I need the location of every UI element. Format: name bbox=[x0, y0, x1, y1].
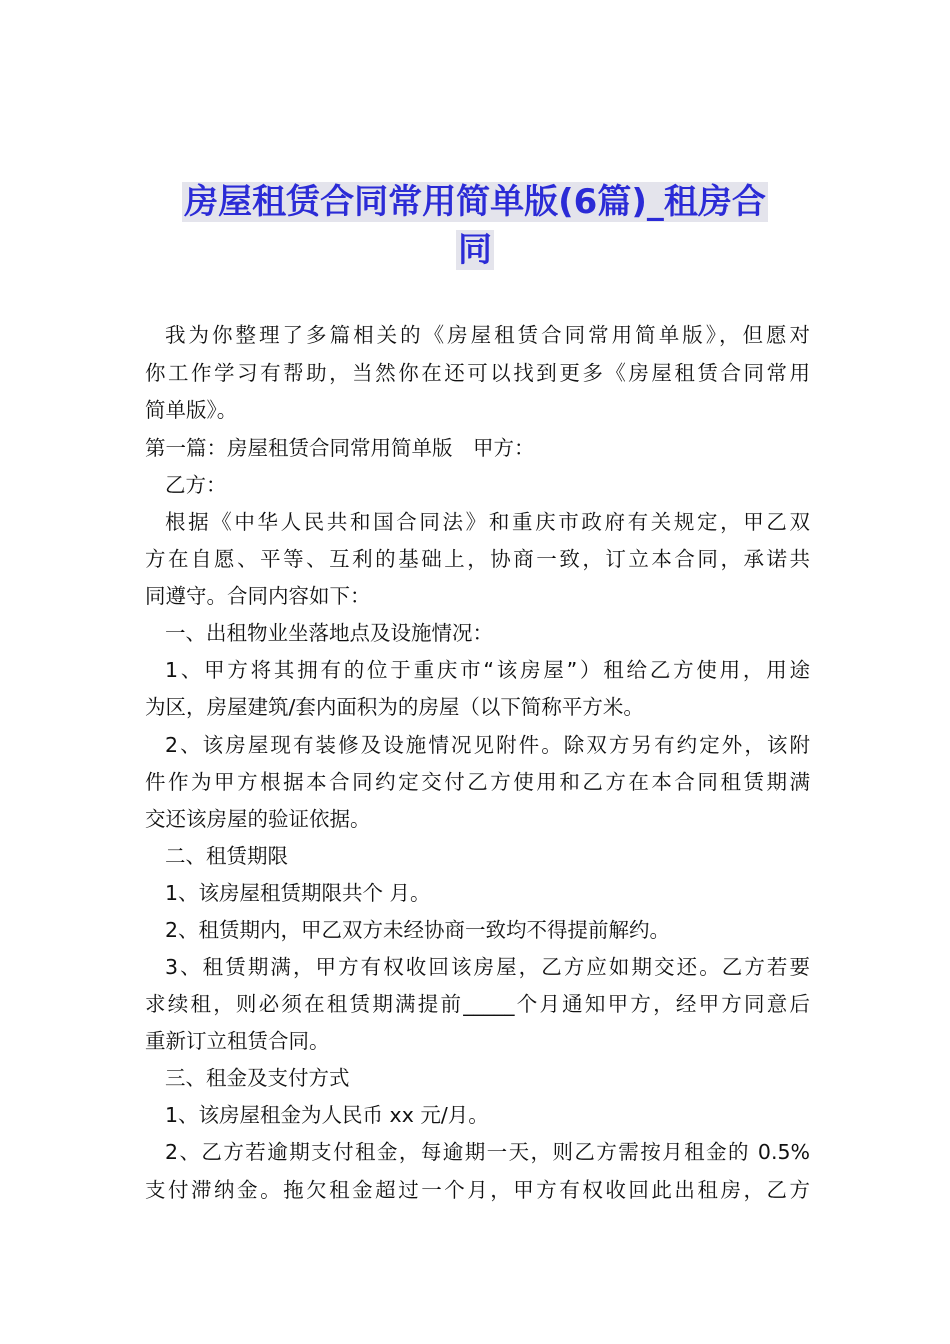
body-line: 方在自愿、平等、互利的基础上，协商一致，订立本合同，承诺共 bbox=[145, 547, 810, 571]
body-line: 乙方： bbox=[165, 473, 227, 497]
clause-heading: 三、租金及支付方式 bbox=[165, 1066, 350, 1090]
document-title: 房屋租赁合同常用简单版(6篇)_租房合 bbox=[184, 182, 766, 222]
body-line: 同遵守。合同内容如下： bbox=[145, 584, 371, 608]
body-line: 我为你整理了多篇相关的《房屋租赁合同常用简单版》，但愿对 bbox=[165, 323, 810, 347]
body-line: 件作为甲方根据本合同约定交付乙方使用和乙方在本合同租赁期满 bbox=[145, 770, 810, 794]
clause-heading: 二、租赁期限 bbox=[165, 844, 288, 868]
body-line: 2、乙方若逾期支付租金，每逾期一天，则乙方需按月租金的 0.5% bbox=[165, 1140, 810, 1164]
section-heading: 第一篇：房屋租赁合同常用简单版 甲方： bbox=[145, 436, 535, 460]
body-line: 1、该房屋租赁期限共个 月。 bbox=[165, 881, 431, 905]
body-line: 1、该房屋租金为人民币 xx 元/月。 bbox=[165, 1103, 489, 1127]
body-line: 支付滞纳金。拖欠租金超过一个月，甲方有权收回此出租房，乙方 bbox=[145, 1178, 810, 1202]
body-line: 2、租赁期内，甲乙双方未经协商一致均不得提前解约。 bbox=[165, 918, 671, 942]
body-line: 根据《中华人民共和国合同法》和重庆市政府有关规定，甲乙双 bbox=[165, 510, 810, 534]
body-line: 1、甲方将其拥有的位于重庆市“该房屋”）租给乙方使用，用途 bbox=[165, 658, 810, 682]
body-line: 你工作学习有帮助，当然你在还可以找到更多《房屋租赁合同常用 bbox=[145, 361, 810, 385]
body-line: 2、该房屋现有装修及设施情况见附件。除双方另有约定外，该附 bbox=[165, 733, 810, 757]
body-line: 求续租，则必须在租赁期满提前_____个月通知甲方，经甲方同意后 bbox=[145, 992, 810, 1016]
clause-heading: 一、出租物业坐落地点及设施情况： bbox=[165, 621, 493, 645]
body-line: 重新订立租赁合同。 bbox=[145, 1029, 330, 1053]
body-line: 3、租赁期满，甲方有权收回该房屋，乙方应如期交还。乙方若要 bbox=[165, 955, 810, 979]
body-line: 简单版》。 bbox=[145, 398, 238, 422]
body-line: 交还该房屋的验证依据。 bbox=[145, 807, 371, 831]
body-line: 为区，房屋建筑/套内面积为的房屋（以下简称平方米。 bbox=[145, 695, 644, 719]
document-title-continued: 同 bbox=[458, 230, 492, 270]
